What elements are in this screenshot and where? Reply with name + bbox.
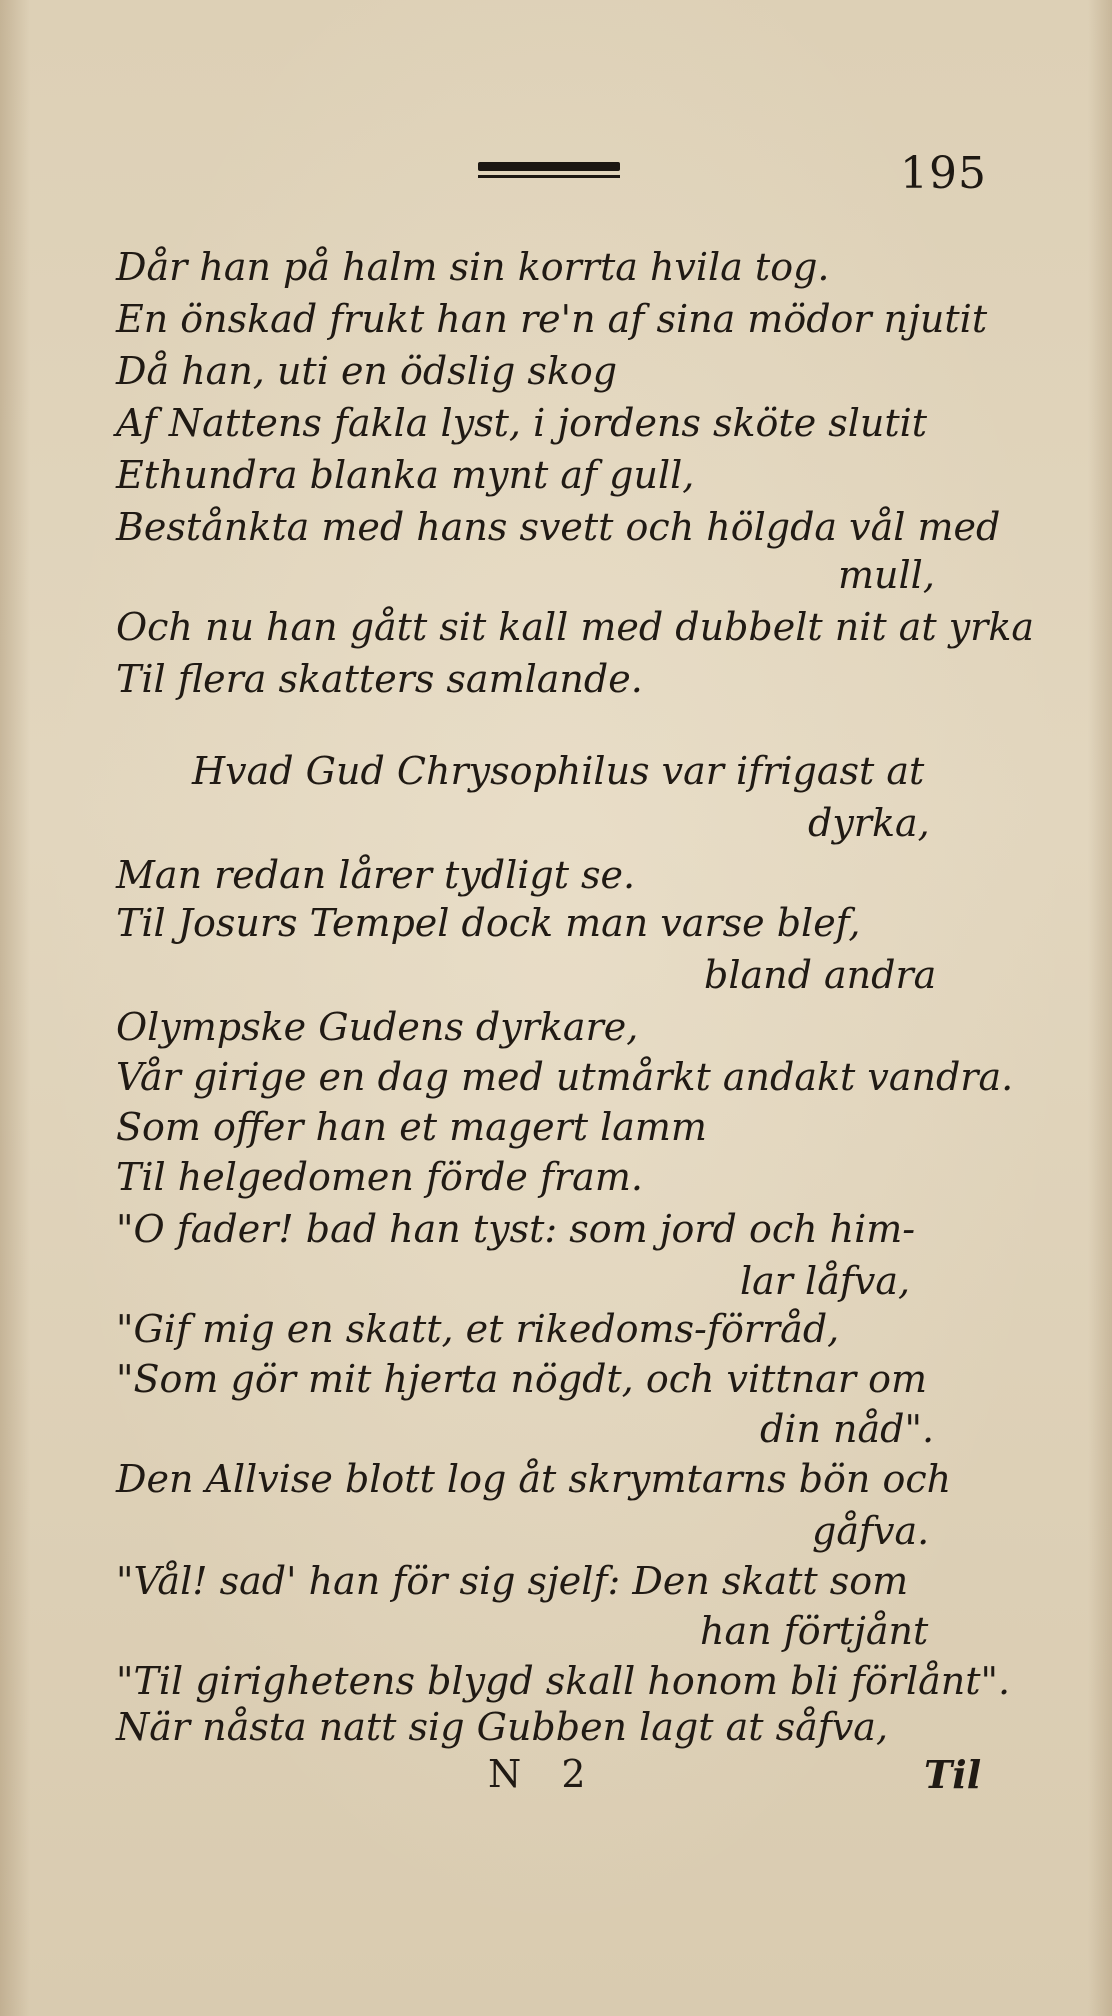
page-number: 195 bbox=[900, 148, 987, 199]
poem-line: Ethundra blanka mynt af gull, bbox=[116, 453, 695, 497]
page-edge-shadow-right bbox=[1088, 0, 1112, 2016]
poem-line: han förtjånt bbox=[700, 1609, 929, 1653]
poem-line: dyrka, bbox=[808, 801, 930, 845]
signature-mark: N 2 bbox=[488, 1752, 600, 1796]
page-edge-shadow-left bbox=[0, 0, 30, 2016]
poem-line: Som offer han et magert lamm bbox=[116, 1105, 707, 1149]
header-rule bbox=[478, 160, 620, 182]
poem-line: bland andra bbox=[704, 953, 937, 997]
poem-line: Hvad Gud Chrysophilus var ifrigast at bbox=[192, 749, 925, 793]
poem-line: Til helgedomen förde fram. bbox=[116, 1155, 643, 1199]
poem-line: Och nu han gått sit kall med dubbelt nit at yrka bbox=[116, 605, 1035, 649]
poem-line: Vår girige en dag med utmårkt andakt vandra. bbox=[116, 1055, 1014, 1099]
poem-line: Til flera skatters samlande. bbox=[116, 657, 643, 701]
poem-line: lar låfva, bbox=[740, 1259, 911, 1303]
header-rule-thick bbox=[478, 162, 620, 171]
poem-line: Dår han på halm sin korrta hvila tog. bbox=[116, 245, 830, 289]
poem-line: din nåd". bbox=[760, 1407, 935, 1451]
poem-line: Olympske Gudens dyrkare, bbox=[116, 1005, 639, 1049]
poem-line: En önskad frukt han re'n af sina mödor njutit bbox=[116, 297, 988, 341]
poem-line: När nåsta natt sig Gubben lagt at såfva, bbox=[116, 1705, 889, 1749]
poem-line: "Vål! sad' han för sig sjelf: Den skatt som bbox=[116, 1559, 909, 1603]
poem-line: Af Nattens fakla lyst, i jordens sköte slutit bbox=[116, 401, 928, 445]
poem-line: Den Allvise blott log åt skrymtarns bön och bbox=[116, 1457, 952, 1501]
poem-line: "O fader! bad han tyst: som jord och him- bbox=[116, 1207, 916, 1251]
poem-line: Man redan lårer tydligt se. bbox=[116, 853, 636, 897]
poem-line: "Til girighetens blygd skall honom bli förlånt". bbox=[116, 1659, 1011, 1703]
poem-line: mull, bbox=[838, 553, 935, 597]
poem-line: Bestånkta med hans svett och hölgda vål med bbox=[116, 505, 1001, 549]
poem-line: Då han, uti en ödslig skog bbox=[116, 349, 618, 393]
poem-line: Til Josurs Tempel dock man varse blef, bbox=[116, 901, 861, 945]
poem-line: gåfva. bbox=[812, 1509, 930, 1553]
catchword: Til bbox=[924, 1752, 982, 1797]
header-rule-thin bbox=[478, 175, 620, 178]
poem-line: "Gif mig en skatt, et rikedoms-förråd, bbox=[116, 1307, 840, 1351]
poem-line: "Som gör mit hjerta nögdt, och vittnar om bbox=[116, 1357, 927, 1401]
